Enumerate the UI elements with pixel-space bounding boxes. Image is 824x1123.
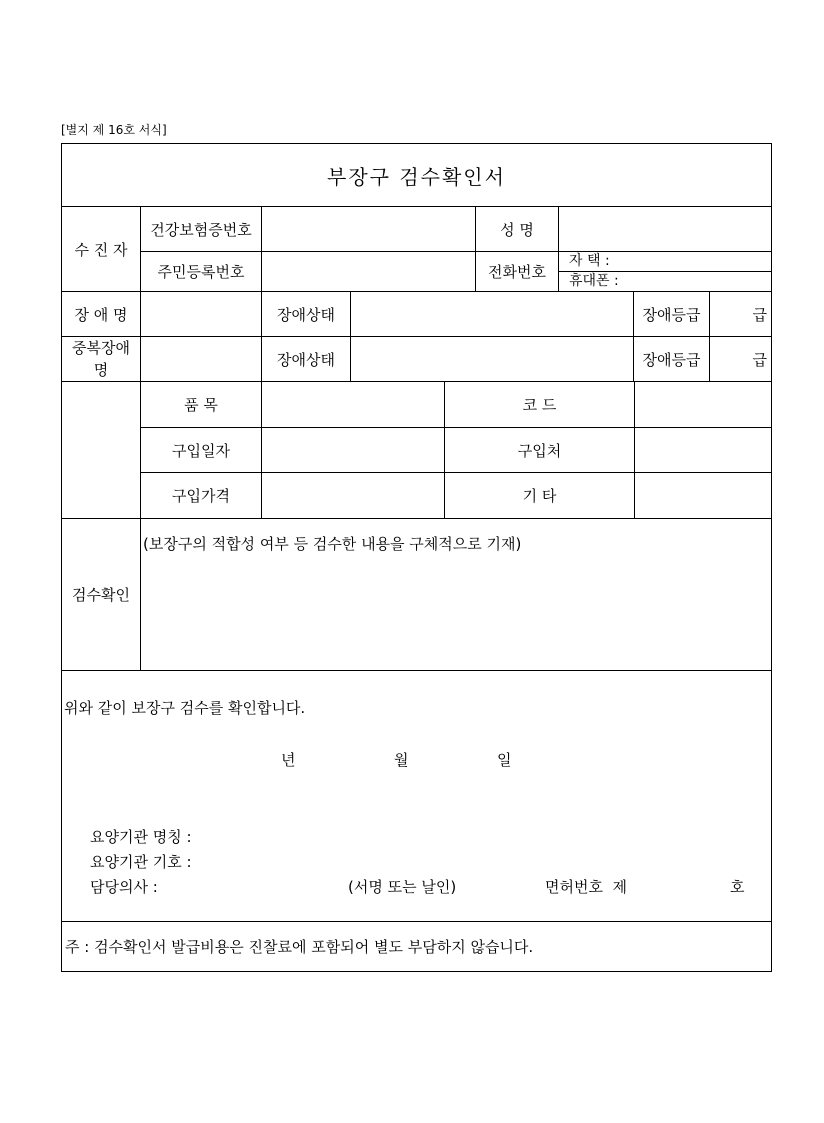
inspection-form [61,143,772,972]
institution-code-label: 요양기관 기호 : [90,853,192,871]
purchase-price-field[interactable] [262,473,445,519]
multi-grade-unit: 급 [752,350,767,369]
code-field[interactable] [635,382,771,428]
disability-name-label: 장 애 명 [62,292,141,337]
year-label: 년 [281,751,296,769]
name-field[interactable] [559,207,771,252]
other-field[interactable] [635,473,771,519]
item-field[interactable] [262,382,445,428]
purchase-place-field[interactable] [635,428,771,473]
purchase-price-label: 구입가격 [141,473,262,519]
multi-grade-field[interactable] [710,337,771,382]
form-title: 부장구 검수확인서 [62,144,771,207]
recipient-label: 수 진 자 [62,207,141,292]
form-number: [별지 제 16호 서식] [61,123,167,137]
institution-name-label: 요양기관 명칭 : [90,828,192,846]
day-label: 일 [497,751,512,769]
other-label: 기 타 [445,473,635,519]
mobile-phone-label: 휴대폰 : [569,273,619,289]
multi-grade-label: 장애등급 [634,337,710,382]
multi-status-field[interactable] [351,337,634,382]
home-phone-label: 자 택 : [569,253,610,269]
note: 주 : 검수확인서 발급비용은 진찰료에 포함되어 별도 부담하지 않습니다. [65,938,534,956]
item-block-label [62,382,141,519]
multi-disability-label: 중복장애명 [62,337,141,382]
signature-label: (서명 또는 날인) [348,878,457,896]
inspection-hint: (보장구의 적합성 여부 등 검수한 내용을 구체적으로 기재) [143,535,522,553]
purchase-place-label: 구입처 [445,428,635,473]
insurance-no-field[interactable] [262,207,476,252]
confirmation-statement: 위와 같이 보장구 검수를 확인합니다. [64,699,306,717]
purchase-date-field[interactable] [262,428,445,473]
multi-disability-field[interactable] [141,337,262,382]
month-label: 월 [394,751,409,769]
insurance-no-label: 건강보험증번호 [141,207,262,252]
license-label: 면허번호 제 [545,878,627,896]
item-label: 품 목 [141,382,262,428]
multi-status-label: 장애상태 [262,337,351,382]
disability-status-field[interactable] [351,292,634,337]
inspection-label: 검수확인 [62,519,141,671]
disability-name-field[interactable] [141,292,262,337]
disability-grade-field[interactable] [710,292,771,337]
home-phone-field[interactable] [559,252,771,272]
inspection-content-field[interactable] [141,519,771,671]
mobile-phone-field[interactable] [559,272,771,292]
disability-grade-label: 장애등급 [634,292,710,337]
code-label: 코 드 [445,382,635,428]
phone-label: 전화번호 [476,252,559,292]
resident-no-label: 주민등록번호 [141,252,262,292]
license-suffix: 호 [730,878,745,896]
resident-no-field[interactable] [262,252,476,292]
purchase-date-label: 구입일자 [141,428,262,473]
doctor-label: 담당의사 : [90,878,158,896]
grade-unit: 급 [752,305,767,324]
name-label: 성 명 [476,207,559,252]
disability-status-label: 장애상태 [262,292,351,337]
